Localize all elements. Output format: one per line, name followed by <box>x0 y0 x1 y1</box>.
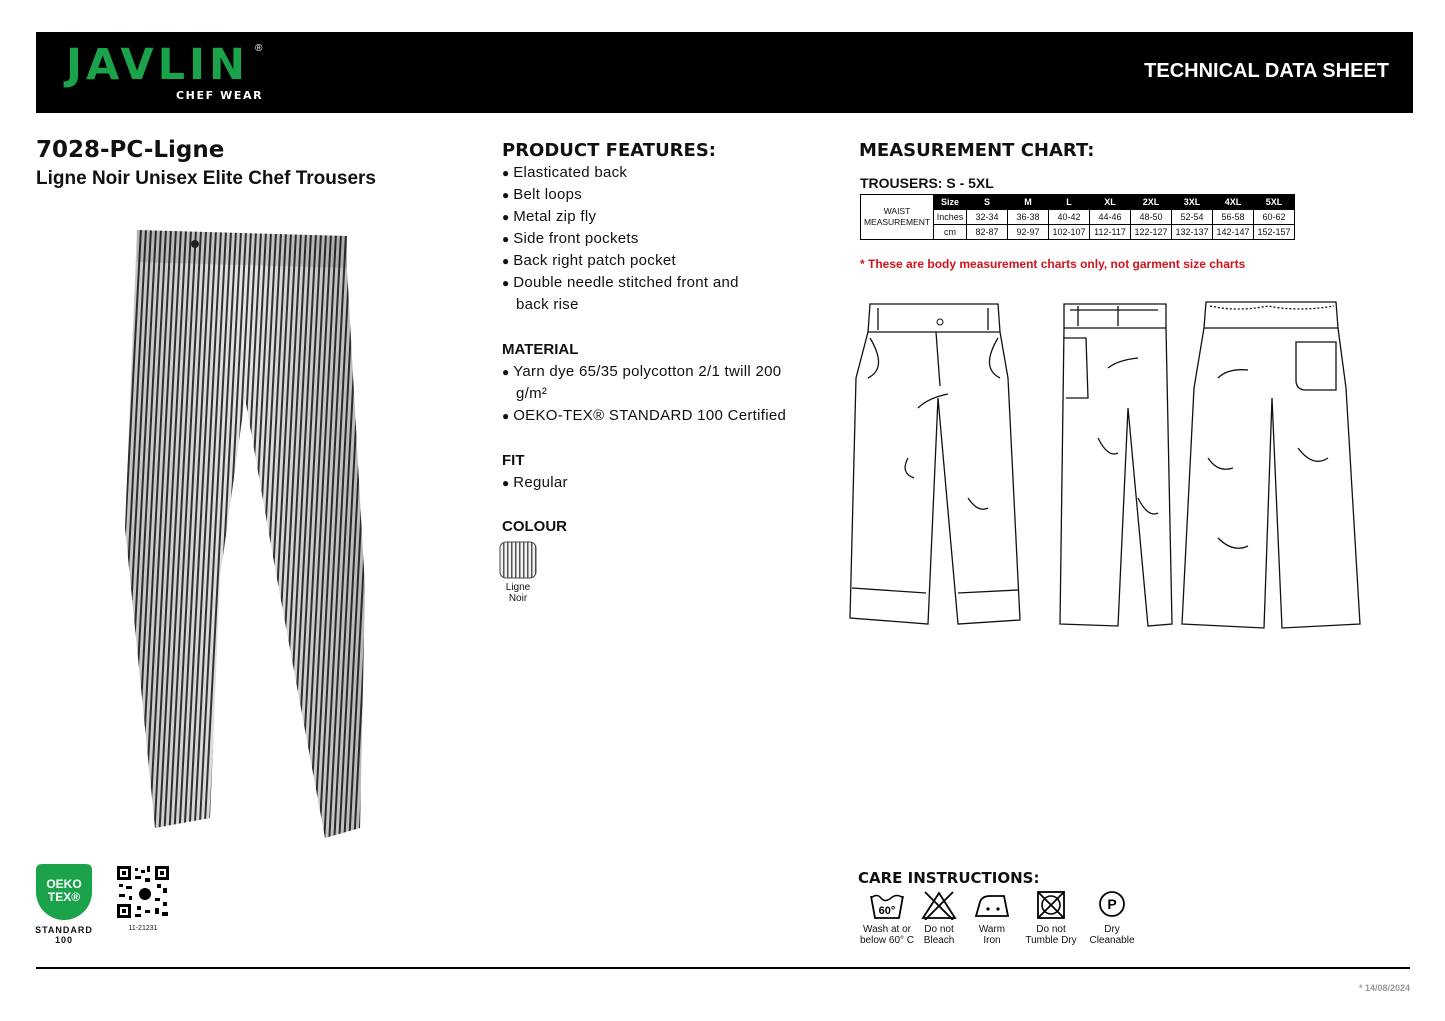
unit-label: Inches <box>934 210 967 225</box>
table-cell: 48-50 <box>1131 210 1172 225</box>
care-bleach: Do not Bleach <box>918 890 960 946</box>
colour-swatch <box>499 541 537 579</box>
measurement-disclaimer: * These are body measurement charts only, not garment size charts <box>860 257 1246 271</box>
table-cell: 92-97 <box>1008 225 1049 240</box>
svg-text:P: P <box>1107 896 1117 912</box>
table-cell: 152-157 <box>1254 225 1295 240</box>
feature-item: ● Belt loops <box>502 184 762 206</box>
feature-item: ● Metal zip fly <box>502 206 762 228</box>
registered-mark: ® <box>255 43 263 54</box>
size-cell: 5XL <box>1254 195 1295 210</box>
table-cell: 60-62 <box>1254 210 1295 225</box>
table-cell: 32-34 <box>967 210 1008 225</box>
product-name: Ligne Noir Unisex Elite Chef Trousers <box>36 168 376 189</box>
table-row <box>861 195 1295 210</box>
care-iron: Warm Iron <box>970 890 1014 946</box>
table-cell: 142-147 <box>1213 225 1254 240</box>
footer-date: * 14/08/2024 <box>1358 983 1410 993</box>
side-sketch <box>1058 298 1176 630</box>
size-header: Size <box>934 195 967 210</box>
size-cell: M <box>1008 195 1049 210</box>
material-list <box>502 361 802 427</box>
fit-list <box>502 472 571 494</box>
svg-text:60°: 60° <box>878 905 896 917</box>
colour-label: Ligne Noir <box>505 582 531 604</box>
oeko-tex-text: OEKO TEX® <box>46 877 82 904</box>
table-cell: 40-42 <box>1049 210 1090 225</box>
table-cell: 36-38 <box>1008 210 1049 225</box>
material-item: ● OEKO-TEX® STANDARD 100 Certified <box>502 405 802 427</box>
feature-item: ● Back right patch pocket <box>502 250 762 272</box>
table-cell: 132-137 <box>1172 225 1213 240</box>
measurement-heading: MEASUREMENT CHART: <box>859 140 1095 161</box>
feature-item: ● Elasticated back <box>502 162 762 184</box>
size-cell: L <box>1049 195 1090 210</box>
care-dryclean: P Dry Cleanable <box>1084 890 1140 946</box>
material-heading: MATERIAL <box>502 341 579 358</box>
product-code: 7028-PC-Ligne <box>36 137 225 163</box>
no-tumble-dry-icon <box>1034 890 1068 920</box>
care-tumble: Do not Tumble Dry <box>1020 890 1082 946</box>
size-cell: 2XL <box>1131 195 1172 210</box>
table-cell: 102-107 <box>1049 225 1090 240</box>
measurement-table <box>860 194 1295 240</box>
table-cell: 56-58 <box>1213 210 1254 225</box>
colour-heading: COLOUR <box>502 518 567 535</box>
care-heading: CARE INSTRUCTIONS: <box>858 869 1040 887</box>
size-cell: XL <box>1090 195 1131 210</box>
product-photo <box>125 228 365 860</box>
brand-subtitle: CHEF WEAR <box>176 89 264 102</box>
features-heading: PRODUCT FEATURES: <box>502 140 717 161</box>
qr-code-number: 11-21231 <box>128 925 158 932</box>
wash-60-icon <box>869 890 905 920</box>
table-cell: 82-87 <box>967 225 1008 240</box>
table-cell: 52-54 <box>1172 210 1213 225</box>
table-cell: 44-46 <box>1090 210 1131 225</box>
fit-heading: FIT <box>502 452 525 469</box>
unit-label: cm <box>934 225 967 240</box>
measurement-subtitle: TROUSERS: S - 5XL <box>860 175 994 191</box>
back-sketch <box>1178 298 1364 630</box>
material-item: ● Yarn dye 65/35 polycotton 2/1 twill 200 g/m² <box>502 361 802 405</box>
features-list <box>502 162 762 316</box>
row-label: WAIST MEASUREMENT <box>861 195 934 240</box>
no-bleach-icon <box>921 890 957 920</box>
care-wash: 60° Wash at or below 60° C <box>856 890 918 946</box>
size-cell: 3XL <box>1172 195 1213 210</box>
qr-code-icon <box>117 866 169 918</box>
table-cell: 112-117 <box>1090 225 1131 240</box>
warm-iron-icon <box>974 890 1010 920</box>
feature-item: ● Side front pockets <box>502 228 762 250</box>
dry-clean-icon <box>1096 890 1128 920</box>
table-cell: 122-127 <box>1131 225 1172 240</box>
fit-item: ● Regular <box>502 472 571 494</box>
oeko-standard-label: STANDARD 100 <box>35 925 93 945</box>
size-cell: S <box>967 195 1008 210</box>
size-cell: 4XL <box>1213 195 1254 210</box>
front-sketch <box>848 298 1028 630</box>
footer-divider <box>36 967 1410 969</box>
feature-item: ● Double needle stitched front and back rise <box>502 272 762 316</box>
document-title: TECHNICAL DATA SHEET <box>1144 60 1389 82</box>
brand-logo: JAVLIN <box>66 40 250 90</box>
